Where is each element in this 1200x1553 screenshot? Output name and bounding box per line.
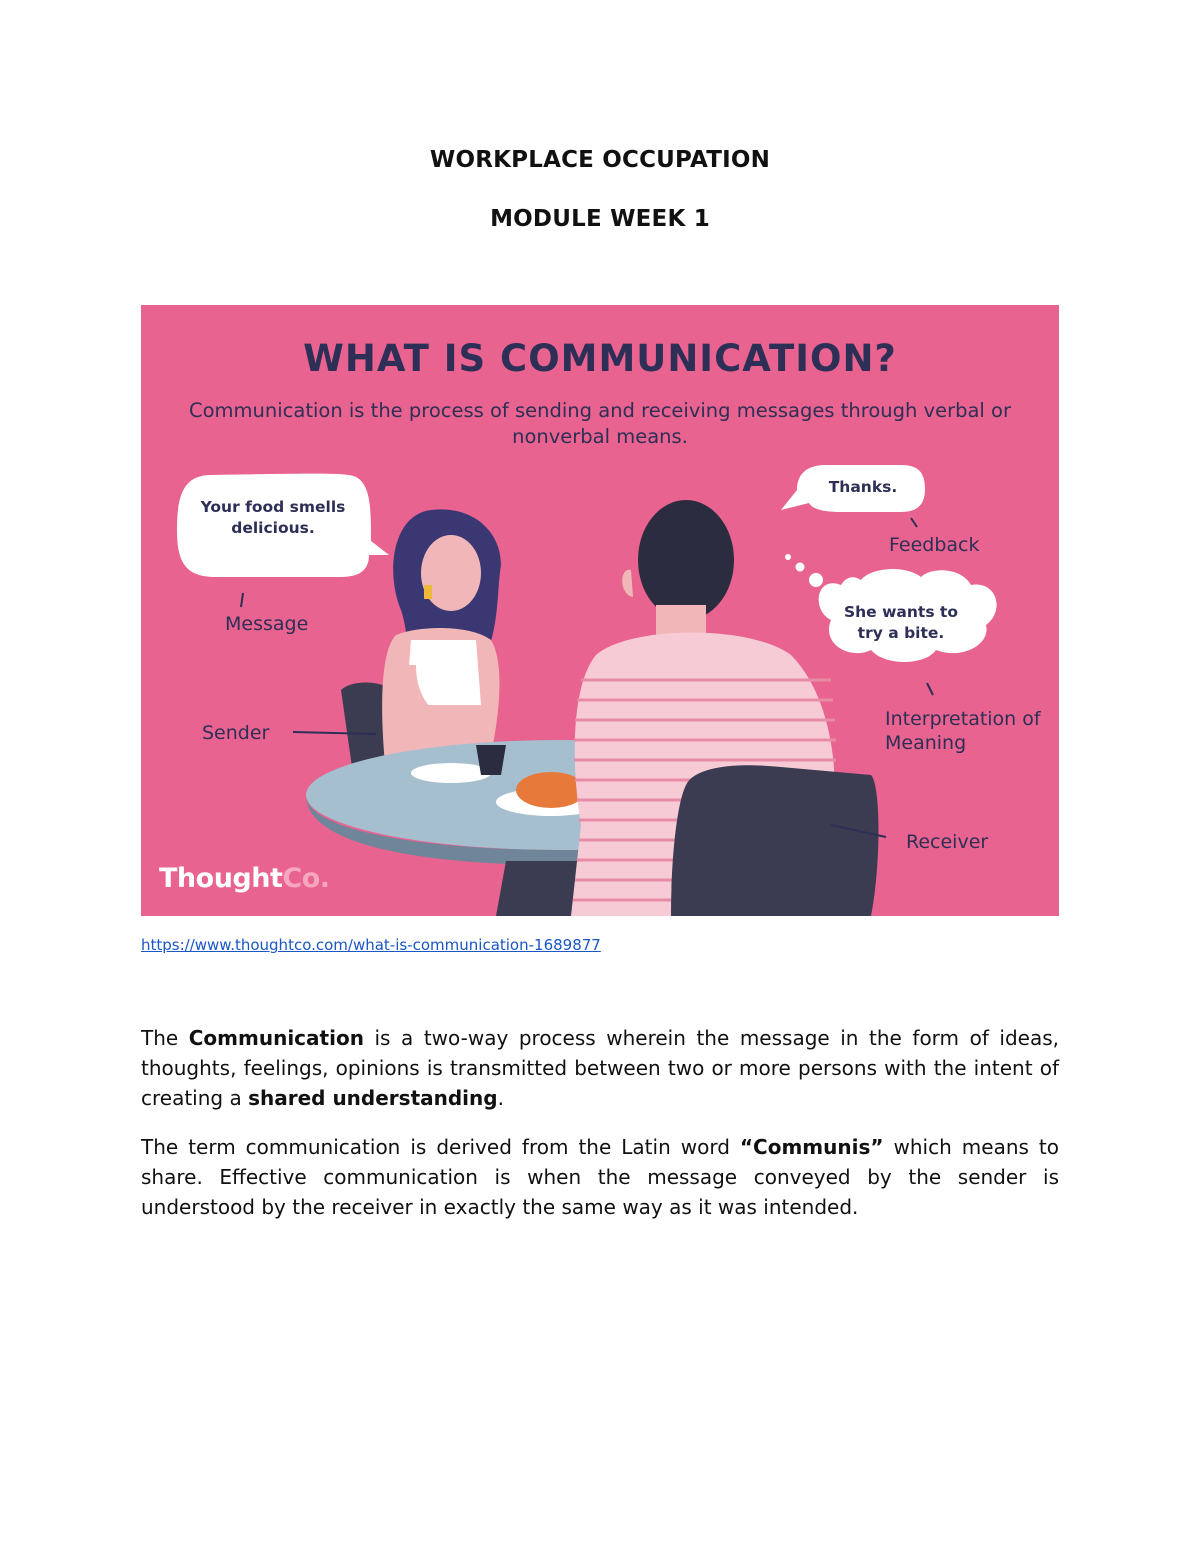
paragraph-definition: The Communication is a two-way process wherein the message in the form of ideas, thoughts, feelings, opinions is transmitted between two or more persons with the intent of creating a shared understanding. <box>141 1026 1059 1110</box>
label-interpretation: Interpretation of Meaning <box>885 708 1041 754</box>
document-title: WORKPLACE OCCUPATION <box>429 147 771 173</box>
thoughtco-logo: ThoughtCo. <box>159 863 330 894</box>
receiver-chair <box>671 765 879 916</box>
message-bubble-text: Your food smells delicious. <box>200 498 346 537</box>
source-link[interactable]: https://www.thoughtco.com/what-is-communication-1689877 <box>141 936 601 954</box>
plate-left <box>411 763 491 783</box>
infographic-subtitle: Communication is the process of sending and receiving messages through verbal or nonverbal means. <box>189 399 1011 448</box>
module-week-heading: MODULE WEEK 1 <box>490 206 710 232</box>
food <box>516 772 586 808</box>
label-receiver: Receiver <box>906 831 989 853</box>
infographic-title: WHAT IS COMMUNICATION? <box>303 337 897 380</box>
feedback-bubble-text: Thanks. <box>828 478 898 496</box>
label-message: Message <box>225 613 309 635</box>
communication-infographic <box>141 305 1059 916</box>
paragraph-etymology: The term communication is derived from the Latin word “Communis” which means to share. Effective communication is when the message conveyed by the sender is understood by the receiver in exactly the same way as it was intended. <box>141 1135 1059 1219</box>
sender-face <box>421 535 481 611</box>
label-sender: Sender <box>202 722 270 744</box>
thought-bubble-text: She wants to try a bite. <box>843 603 958 642</box>
receiver-ear <box>622 570 633 597</box>
label-feedback: Feedback <box>889 534 980 556</box>
cup <box>476 745 506 775</box>
receiver-head <box>638 500 734 620</box>
